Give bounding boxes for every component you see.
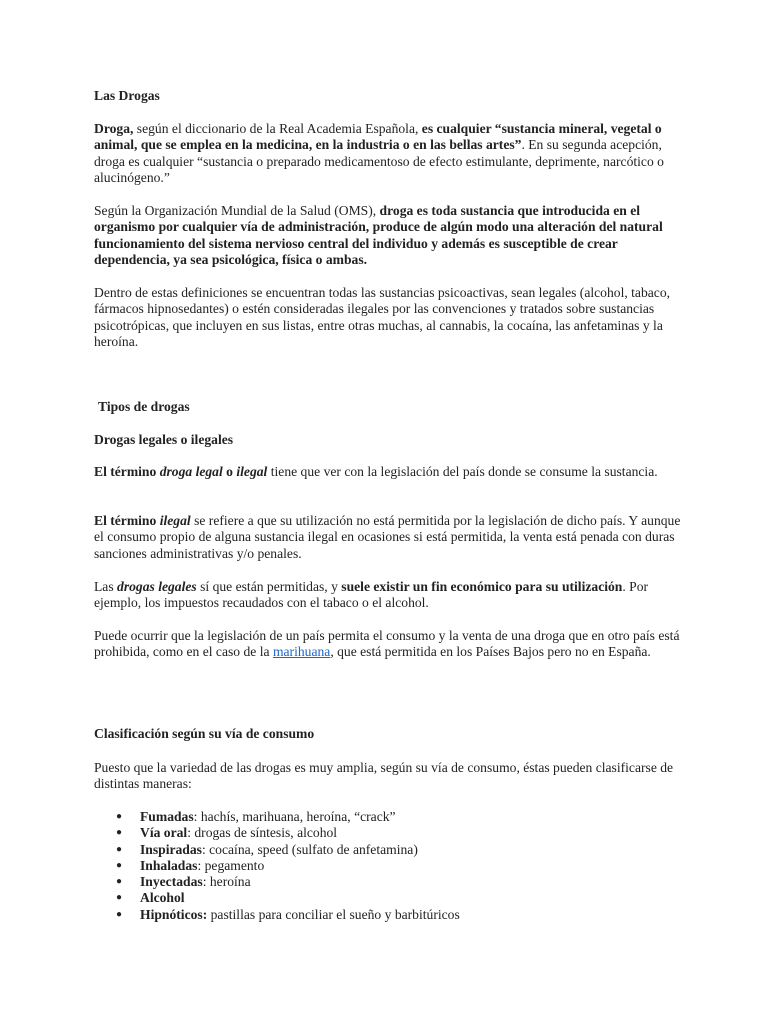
- list-item-desc: : cocaína, speed (sulfato de anfetamina): [201, 841, 418, 857]
- paragraph-sustancias: Dentro de estas definiciones se encuentran todas las sustancias psicoactivas, sean legales (alcohol, tabaco, fármacos hipnosedantes) o estén consideradas ilegales por las convenciones y tratados sobre sustancias psicotrópicas, que incluyen en sus listas, entre otras muchas, al cannabis, la cocaína, las anfetaminas y la heroína.: [94, 285, 671, 349]
- emphasis-fin-economico: suele existir un fin económico para su utilización: [341, 579, 623, 594]
- emphasis-oms-definition: droga es toda sustancia que introducida en el organismo por cualquier vía de administración, produce de algún modo una alteración del natural funcionamiento del sistema nervioso central del individuo y además es susceptible de crear dependencia, ya sea psicológica, física o ambas.: [94, 203, 663, 267]
- text-run: Según la Organización Mundial de la Salud (OMS),: [94, 203, 380, 218]
- text-run: tiene que ver con la legislación del país donde se consume la sustancia.: [267, 464, 658, 479]
- list-item-term: Fumadas: [140, 809, 194, 824]
- list-item-desc: pastillas para conciliar el sueño y barbitúricos: [207, 906, 460, 922]
- list-item-term: Hipnóticos:: [140, 906, 208, 922]
- term-droga-legal: droga legal: [159, 464, 223, 479]
- term-ilegal: ilegal: [236, 464, 268, 479]
- text-run: , que está permitida en los Países Bajos pero no en España.: [330, 644, 651, 660]
- bullet-icon: ●: [116, 843, 123, 855]
- text-run: El término: [94, 464, 160, 479]
- bullet-icon: ●: [116, 827, 123, 839]
- list-item: [94, 842, 694, 858]
- text-run: Puede ocurrir que la legislación de un país permita el consumo y la venta de una droga que en otro país está prohibida, como en el caso de la: [94, 628, 680, 660]
- emphasis-rae-definition: es cualquier “sustancia mineral, vegetal o animal, que se emplea en la medicina, en la industria o en las bellas artes”: [94, 121, 662, 153]
- list-item-term: Vía oral: [140, 825, 188, 841]
- document-title: Las Drogas: [94, 88, 160, 103]
- paragraph-drogas-legales: [94, 579, 686, 612]
- text-run: sí que están permitidas, y: [196, 579, 342, 594]
- list-item: [94, 858, 694, 874]
- bullet-icon: ●: [116, 876, 123, 888]
- list-item: [94, 825, 694, 841]
- paragraph-legislacion: [94, 628, 686, 661]
- bullet-icon: ●: [116, 892, 123, 904]
- paragraph-droga-definicion: [94, 121, 686, 186]
- list-item-desc: : heroína: [202, 874, 251, 890]
- text-run: o: [222, 464, 237, 479]
- list-item-term: Alcohol: [140, 890, 185, 906]
- paragraph-termino-ilegal: [94, 513, 686, 562]
- list-item: [94, 809, 694, 825]
- term-ilegal: ilegal: [159, 513, 191, 528]
- list-item-term: Inspiradas: [140, 841, 202, 857]
- text-run: Las: [94, 579, 118, 594]
- text-run: . En su segunda acepción, droga es cualquier “sustancia o preparado medicamentoso de efecto estimulante, deprimente, narcótico o alucinógeno.”: [94, 137, 664, 185]
- list-item: [94, 907, 694, 923]
- list-item-desc: : hachís, marihuana, heroína, “crack”: [193, 809, 396, 824]
- link-marihuana[interactable]: marihuana: [272, 644, 331, 660]
- list-item-desc: : drogas de síntesis, alcohol: [187, 825, 338, 841]
- term-drogas-legales: drogas legales: [117, 579, 197, 594]
- heading-drogas-legales-ilegales: Drogas legales o ilegales: [94, 432, 234, 447]
- bullet-icon: ●: [116, 908, 123, 920]
- text-run: se refiere a que su utilización no está permitida por la legislación de dicho país. Y aunque el consumo propio de alguna sustancia ilegal en ocasiones si está permitida, la venta está penada con duras sanciones administrativas y/o penales.: [94, 513, 681, 561]
- term-droga: Droga,: [94, 121, 134, 136]
- list-item-desc: : pegamento: [197, 857, 265, 873]
- list-item: [94, 874, 694, 890]
- consumption-route-list: [94, 809, 694, 923]
- heading-tipos-de-drogas: Tipos de drogas: [98, 399, 190, 414]
- list-item: [94, 890, 694, 906]
- paragraph-oms: [94, 203, 686, 268]
- heading-clasificacion: Clasificación según su vía de consumo: [94, 726, 315, 741]
- paragraph-termino-legal: [94, 464, 686, 480]
- bullet-icon: ●: [116, 859, 123, 871]
- text-run: . Por ejemplo, los impuestos recaudados con el tabaco o el alcohol.: [94, 579, 649, 611]
- bullet-icon: ●: [116, 811, 123, 822]
- text-run: El término: [94, 513, 160, 528]
- paragraph-variedad: Puesto que la variedad de las drogas es muy amplia, según su vía de consumo, éstas pueden clasificarse de distintas maneras:: [94, 760, 674, 792]
- list-item-term: Inyectadas: [140, 874, 203, 890]
- text-run: según el diccionario de la Real Academia Española,: [133, 121, 422, 136]
- list-item-term: Inhaladas: [140, 857, 198, 873]
